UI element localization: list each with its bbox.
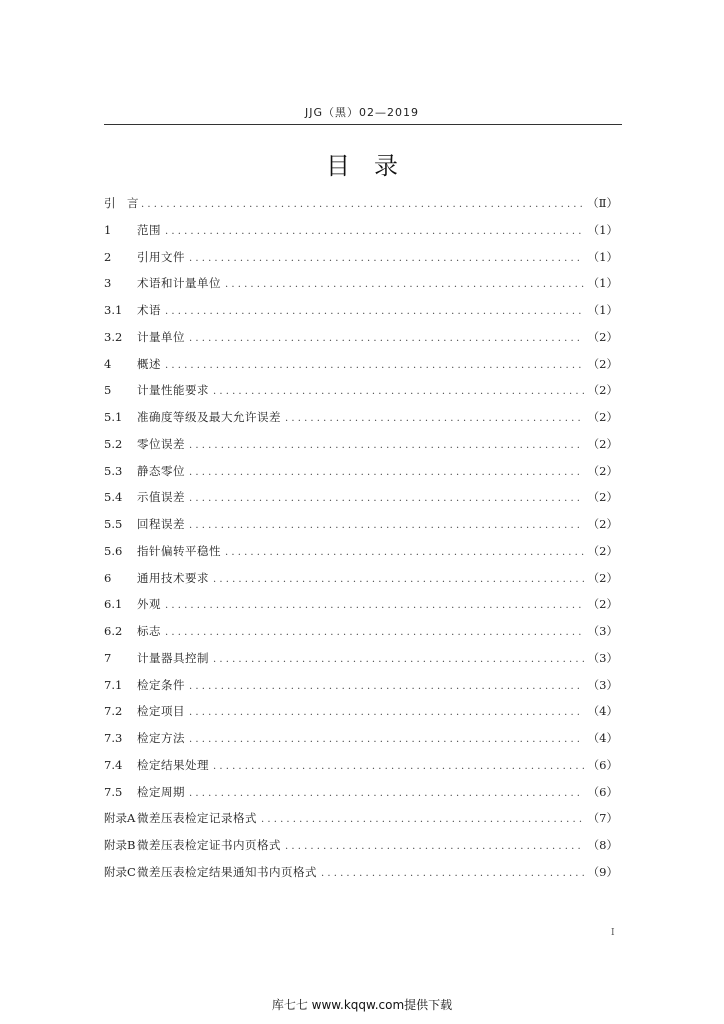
toc-entry[interactable] [104, 543, 618, 570]
toc-entry-page: （2） [587, 356, 618, 371]
toc-entry[interactable] [104, 249, 618, 276]
toc-entry-number: 7.2 [104, 704, 123, 719]
toc-entry[interactable] [104, 570, 618, 597]
toc-leader-dots [285, 413, 584, 424]
toc-entry-page: （2） [587, 463, 618, 478]
toc-entry-number: 7.5 [104, 784, 123, 799]
toc-entry-page: （1） [587, 303, 618, 317]
toc-entry-number: 7.4 [104, 757, 123, 772]
standard-code: JJG（黑）02—2019 [304, 106, 419, 119]
toc-leader-dots [189, 788, 584, 799]
toc-entry-number: 5.5 [104, 517, 123, 531]
toc-entry-label: 通用技术要求 [137, 570, 209, 585]
toc-entry-label: 检定结果处理 [137, 757, 209, 772]
toc-leader-dots [141, 199, 583, 210]
toc-entry-number: 5.3 [104, 463, 123, 478]
toc-leader-dots [189, 493, 584, 504]
toc-entry-number: 7.3 [104, 731, 123, 745]
toc-entry-number: 5 [104, 383, 112, 398]
toc-leader-dots [225, 547, 584, 558]
toc-entry-label: 微差压表检定记录格式 [137, 811, 257, 826]
toc-entry-number: 附录C [104, 864, 136, 879]
toc-leader-dots [189, 707, 584, 718]
toc-entry-page: （2） [587, 517, 618, 531]
toc-entry[interactable] [104, 650, 618, 677]
toc-entry-number: 3 [104, 276, 112, 291]
toc-leader-dots [165, 627, 584, 638]
toc-entry[interactable] [104, 275, 618, 302]
toc-entry-label: 回程误差 [137, 517, 185, 531]
toc-entry-label: 检定项目 [137, 704, 185, 719]
toc-leader-dots [189, 520, 584, 531]
toc-entry-number: 1 [104, 222, 112, 237]
table-of-contents [104, 195, 618, 891]
toc-leader-dots [213, 574, 584, 585]
toc-entry-label: 检定周期 [137, 784, 185, 799]
toc-entry[interactable] [104, 703, 618, 730]
toc-entry-page: （1） [587, 276, 618, 291]
toc-entry-number: 6 [104, 570, 112, 585]
toc-entry[interactable] [104, 516, 618, 543]
toc-leader-dots [213, 761, 584, 772]
toc-entry-number: 2 [104, 249, 112, 264]
toc-entry-label: 微差压表检定结果通知书内页格式 [137, 864, 317, 879]
toc-entry-label: 示值误差 [137, 490, 185, 505]
toc-entry-number: 6.1 [104, 597, 123, 612]
toc-entry-label: 指针偏转平稳性 [137, 543, 221, 558]
toc-entry-page: （2） [587, 597, 618, 612]
toc-entry-page: （4） [587, 731, 618, 745]
toc-entry-number: 3.2 [104, 329, 123, 344]
toc-entry-number: 附录B [104, 838, 136, 852]
toc-entry-page: （2） [587, 543, 618, 558]
toc-entry-page: （2） [587, 383, 618, 398]
toc-entry[interactable] [104, 677, 618, 704]
page-folio: Ⅰ [611, 928, 615, 938]
toc-entry-label: 外观 [137, 597, 161, 612]
toc-entry-number: 7 [104, 650, 112, 665]
toc-entry[interactable] [104, 730, 618, 757]
toc-entry-page: （8） [587, 838, 618, 852]
toc-entry[interactable] [104, 409, 618, 436]
toc-entry[interactable] [104, 837, 618, 864]
toc-entry-number: 引 言 [104, 196, 139, 210]
toc-leader-dots [165, 360, 584, 371]
toc-leader-dots [189, 440, 584, 451]
toc-entry-label: 计量器具控制 [137, 650, 209, 665]
toc-entry-number: 7.1 [104, 677, 123, 692]
toc-entry-label: 零位误差 [137, 436, 185, 451]
toc-entry-page: （9） [587, 864, 618, 879]
toc-entry-label: 静态零位 [137, 463, 185, 478]
toc-entry-number: 5.6 [104, 543, 123, 558]
toc-entry[interactable] [104, 757, 618, 784]
toc-entry[interactable] [104, 463, 618, 490]
toc-entry-label: 引用文件 [137, 249, 185, 264]
toc-entry-page: （3） [587, 650, 618, 665]
toc-entry-page: （2） [587, 410, 618, 424]
toc-entry[interactable] [104, 810, 618, 837]
toc-entry[interactable] [104, 864, 618, 891]
toc-entry-label: 计量性能要求 [137, 383, 209, 398]
toc-leader-dots [189, 467, 584, 478]
toc-entry-page: （4） [587, 704, 618, 719]
download-banner: 库七七 www.kqqw.com提供下载 [271, 998, 453, 1012]
toc-leader-dots [189, 681, 584, 692]
toc-entry-label: 准确度等级及最大允许误差 [137, 410, 281, 424]
toc-entry[interactable] [104, 784, 618, 811]
toc-entry[interactable] [104, 302, 618, 329]
toc-entry-page: （2） [587, 570, 618, 585]
toc-entry-page: （6） [587, 784, 618, 799]
toc-entry-number: 6.2 [104, 624, 123, 638]
toc-leader-dots [213, 386, 584, 397]
toc-entry-label: 概述 [137, 356, 161, 371]
toc-entry-page: （7） [587, 811, 618, 826]
toc-entry-page: （Ⅱ） [587, 196, 618, 210]
toc-leader-dots [321, 868, 584, 879]
page-title: 目 录 [326, 152, 398, 180]
toc-leader-dots [165, 306, 584, 317]
toc-entry-number: 5.2 [104, 436, 123, 451]
toc-entry-label: 标志 [137, 624, 161, 638]
toc-entry[interactable] [104, 222, 618, 249]
toc-entry-number: 3.1 [104, 303, 123, 317]
toc-entry[interactable] [104, 382, 618, 409]
toc-leader-dots [165, 600, 584, 611]
toc-entry-page: （3） [587, 624, 618, 638]
toc-entry-label: 检定条件 [137, 677, 185, 692]
toc-leader-dots [261, 814, 584, 825]
toc-entry[interactable] [104, 195, 618, 222]
toc-entry[interactable] [104, 329, 618, 356]
toc-entry-page: （6） [587, 757, 618, 772]
toc-leader-dots [189, 253, 584, 264]
toc-entry-number: 4 [104, 356, 112, 371]
toc-entry-page: （2） [587, 329, 618, 344]
toc-leader-dots [165, 226, 584, 237]
toc-entry-page: （3） [587, 677, 618, 692]
toc-entry[interactable] [104, 489, 618, 516]
toc-leader-dots [213, 654, 584, 665]
toc-entry-label: 检定方法 [137, 731, 185, 745]
toc-entry[interactable] [104, 436, 618, 463]
toc-entry[interactable] [104, 623, 618, 650]
toc-entry-page: （2） [587, 490, 618, 505]
toc-entry-page: （1） [587, 249, 618, 264]
toc-leader-dots [189, 333, 584, 344]
toc-entry-label: 术语和计量单位 [137, 276, 221, 291]
toc-entry-label: 微差压表检定证书内页格式 [137, 838, 281, 852]
toc-entry-number: 5.1 [104, 410, 123, 424]
toc-leader-dots [225, 279, 584, 290]
toc-entry-page: （2） [587, 436, 618, 451]
header-rule [104, 124, 622, 125]
toc-entry-number: 5.4 [104, 490, 123, 505]
toc-entry[interactable] [104, 596, 618, 623]
toc-entry[interactable] [104, 356, 618, 383]
toc-entry-label: 术语 [137, 303, 161, 317]
toc-entry-number: 附录A [104, 811, 136, 826]
toc-entry-label: 范围 [137, 222, 161, 237]
toc-leader-dots [189, 734, 584, 745]
toc-entry-label: 计量单位 [137, 329, 185, 344]
toc-leader-dots [285, 841, 584, 852]
toc-entry-page: （1） [587, 222, 618, 237]
